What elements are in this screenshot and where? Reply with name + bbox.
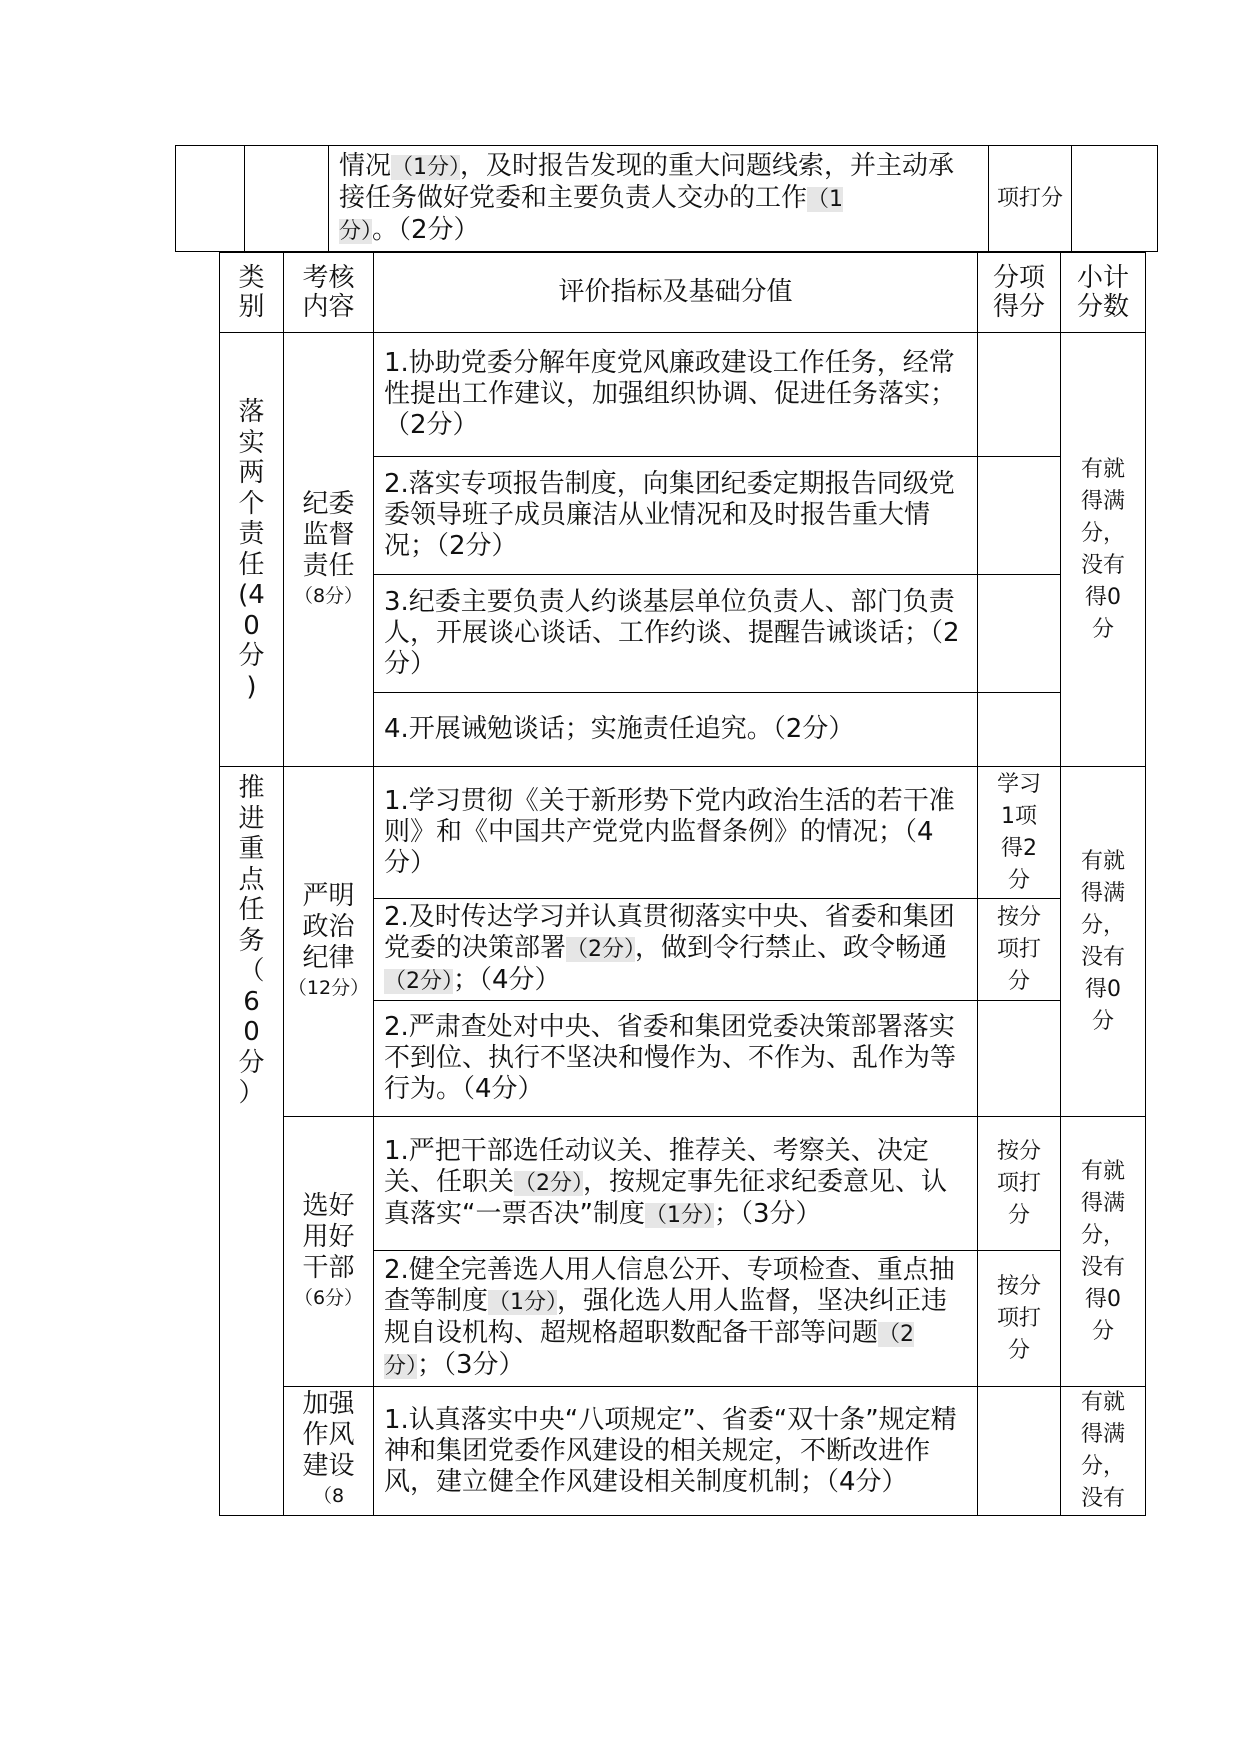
item-score-cell: 按分项打分 xyxy=(978,899,1061,1001)
continuation-row xyxy=(176,146,1158,252)
indicator-text: 1.学习贯彻《关于新形势下党内政治生活的若干准则》和《中国共产党党内监督条例》的情况；（4分） xyxy=(374,767,978,899)
item-score-cell: 学习1项得2分 xyxy=(978,767,1061,899)
header-row xyxy=(220,253,1146,333)
subtotal-cell: 有就得满分，没有 xyxy=(1061,1387,1146,1516)
indicator-text: 2.及时传达学习并认真贯彻落实中央、省委和集团党委的决策部署（2分），做到令行禁止、政令畅通（2分）；（4分） xyxy=(374,899,978,1001)
empty-cell xyxy=(176,146,245,252)
item-score-cell: 按分项打分 xyxy=(978,1251,1061,1387)
continuation-table xyxy=(175,145,1158,252)
content-cell: 选好用好干部 （6分） xyxy=(284,1117,374,1387)
indicator-text: 4.开展诫勉谈话；实施责任追究。（2分） xyxy=(374,693,978,767)
header-content: 考核内容 xyxy=(284,253,374,333)
item-score-cell xyxy=(978,693,1061,767)
header-subtotal: 小计分数 xyxy=(1061,253,1146,333)
header-indicator: 评价指标及基础分值 xyxy=(374,253,978,333)
empty-cell xyxy=(245,146,329,252)
indicator-text: 2.严肃查处对中央、省委和集团党委决策部署落实不到位、执行不坚决和慢作为、不作为、乱作为等行为。（4分） xyxy=(374,1001,978,1117)
header-category: 类别 xyxy=(220,253,284,333)
table-row xyxy=(220,1387,1146,1516)
item-score-cell xyxy=(978,1001,1061,1117)
subtotal-cell: 有就得满分，没有得0分 xyxy=(1061,333,1146,767)
table-row xyxy=(220,767,1146,899)
assessment-table xyxy=(219,252,1146,1516)
table-row xyxy=(220,1117,1146,1251)
category-cell: 推进重点任务（60分） xyxy=(220,767,284,1516)
item-score-cell xyxy=(978,1387,1061,1516)
continuation-score-note: 项打分 xyxy=(989,146,1072,252)
header-item-score: 分项得分 xyxy=(978,253,1061,333)
item-score-cell xyxy=(978,575,1061,693)
indicator-text: 3.纪委主要负责人约谈基层单位负责人、部门负责人，开展谈心谈话、工作约谈、提醒告诫谈话；（2分） xyxy=(374,575,978,693)
category-cell: 落实两个责任(40分) xyxy=(220,333,284,767)
content-cell: 加强作风建设 （8 xyxy=(284,1387,374,1516)
content-cell: 严明政治纪律 （12分） xyxy=(284,767,374,1117)
indicator-text: 2.健全完善选人用人信息公开、专项检查、重点抽查等制度（1分），强化选人用人监督，坚决纠正违规自设机构、超规格超职数配备干部等问题（2分）；（3分） xyxy=(374,1251,978,1387)
empty-cell xyxy=(1072,146,1158,252)
table-row xyxy=(220,333,1146,457)
subtotal-cell: 有就得满分，没有得0分 xyxy=(1061,1117,1146,1387)
subtotal-cell: 有就得满分，没有得0分 xyxy=(1061,767,1146,1117)
content-cell: 纪委监督责任 （8分） xyxy=(284,333,374,767)
indicator-text: 2.落实专项报告制度，向集团纪委定期报告同级党委领导班子成员廉洁从业情况和及时报告重大情况；（2分） xyxy=(374,457,978,575)
indicator-text: 1.协助党委分解年度党风廉政建设工作任务，经常性提出工作建议，加强组织协调、促进任务落实；（2分） xyxy=(374,333,978,457)
item-score-cell: 按分项打分 xyxy=(978,1117,1061,1251)
indicator-text: 1.严把干部选任动议关、推荐关、考察关、决定关、任职关（2分），按规定事先征求纪委意见、认真落实“一票否决”制度（1分）；（3分） xyxy=(374,1117,978,1251)
indicator-text: 1.认真落实中央“八项规定”、省委“双十条”规定精神和集团党委作风建设的相关规定，不断改进作风，建立健全作风建设相关制度机制；（4分） xyxy=(374,1387,978,1516)
item-score-cell xyxy=(978,457,1061,575)
continuation-text: 情况（1分），及时报告发现的重大问题线索，并主动承接任务做好党委和主要负责人交办的工作（1分）。（2分） xyxy=(329,146,989,252)
item-score-cell xyxy=(978,333,1061,457)
